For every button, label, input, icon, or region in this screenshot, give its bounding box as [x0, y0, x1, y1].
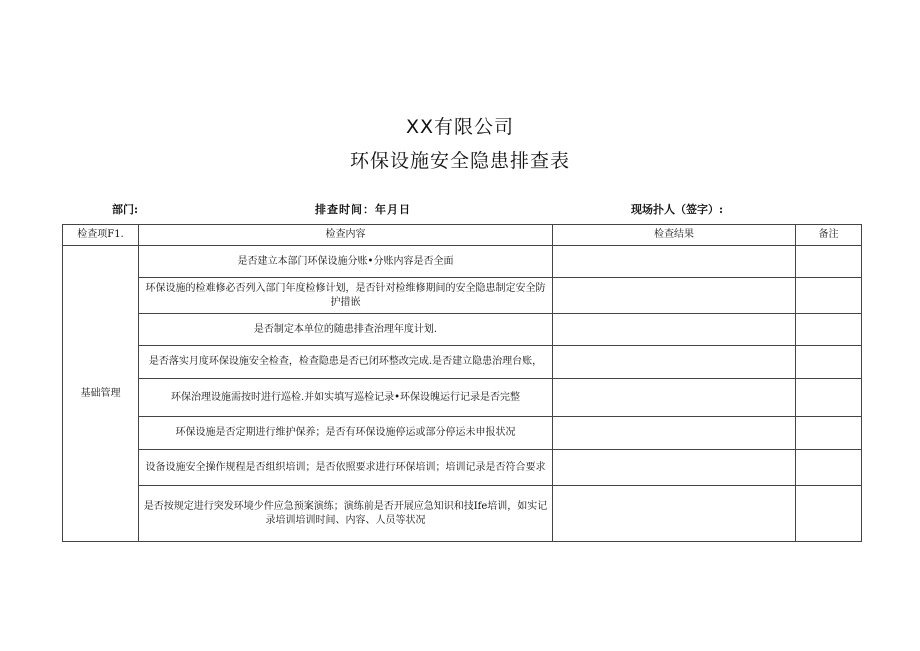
inspection-table: [62, 224, 862, 542]
result-cell[interactable]: [553, 450, 796, 486]
column-header-item: 检查项F1.: [63, 225, 139, 246]
table-row: [63, 486, 862, 542]
note-cell[interactable]: [796, 379, 862, 417]
result-cell[interactable]: [553, 278, 796, 314]
content-cell: 环保设施是否定期进行维护保养；是否有环保设施停运或部分停运未申报状况: [139, 417, 553, 450]
content-cell: 是否落实月度环保设施安全检查，检查隐患是否已闭环整改完成.是否建立隐患治理台账，: [139, 346, 553, 379]
table-row: [63, 278, 862, 314]
result-cell[interactable]: [553, 379, 796, 417]
note-cell[interactable]: [796, 278, 862, 314]
content-cell: 是否按规定进行突发环境少件应急预案演练；演练前是否开展应急知识和技Ife培训，如实记录培训培训时间、内容、人员等状况: [139, 486, 553, 542]
content-cell: 设备设施安全操作规程是否组织培训；是否依照要求进行环保培训；培训记录是否符合要求: [139, 450, 553, 486]
note-cell[interactable]: [796, 346, 862, 379]
table-header-row: [63, 225, 862, 246]
category-cell: 基础管理: [63, 246, 139, 542]
note-cell[interactable]: [796, 246, 862, 278]
table-row: [63, 346, 862, 379]
note-cell[interactable]: [796, 486, 862, 542]
result-cell[interactable]: [553, 346, 796, 379]
content-cell: 是否建立本部门环保设施分账•分账内容是否全面: [139, 246, 553, 278]
form-title: 环保设施安全隐患排查表: [349, 150, 570, 172]
department-label: 部门:: [112, 203, 139, 216]
note-cell[interactable]: [796, 314, 862, 346]
note-cell[interactable]: [796, 450, 862, 486]
company-name: XX有限公司: [405, 116, 515, 138]
content-cell: 是否制定本单位的随患排查治理年度计划.: [139, 314, 553, 346]
result-cell[interactable]: [553, 486, 796, 542]
inspection-time-label: 排查时间：年月日: [315, 203, 411, 216]
table-row: [63, 246, 862, 278]
table-row: [63, 417, 862, 450]
content-cell: 环保治理设施需按时进行巡检.并如实填写巡检记录•环保设魄运行记录是否完整: [139, 379, 553, 417]
column-header-content: 检查内容: [139, 225, 553, 246]
result-cell[interactable]: [553, 314, 796, 346]
table-row: [63, 379, 862, 417]
result-cell[interactable]: [553, 417, 796, 450]
result-cell[interactable]: [553, 246, 796, 278]
onsite-signature-label: 现场扑人（签字）:: [631, 203, 724, 216]
content-cell: 环保设施的检难修必否列入部门年度检修计划，是否针对检维修期间的安全隐患制定安全防护措嵌: [139, 278, 553, 314]
column-header-note: 备注: [796, 225, 862, 246]
table-row: [63, 450, 862, 486]
column-header-result: 检查结果: [553, 225, 796, 246]
note-cell[interactable]: [796, 417, 862, 450]
table-row: [63, 314, 862, 346]
